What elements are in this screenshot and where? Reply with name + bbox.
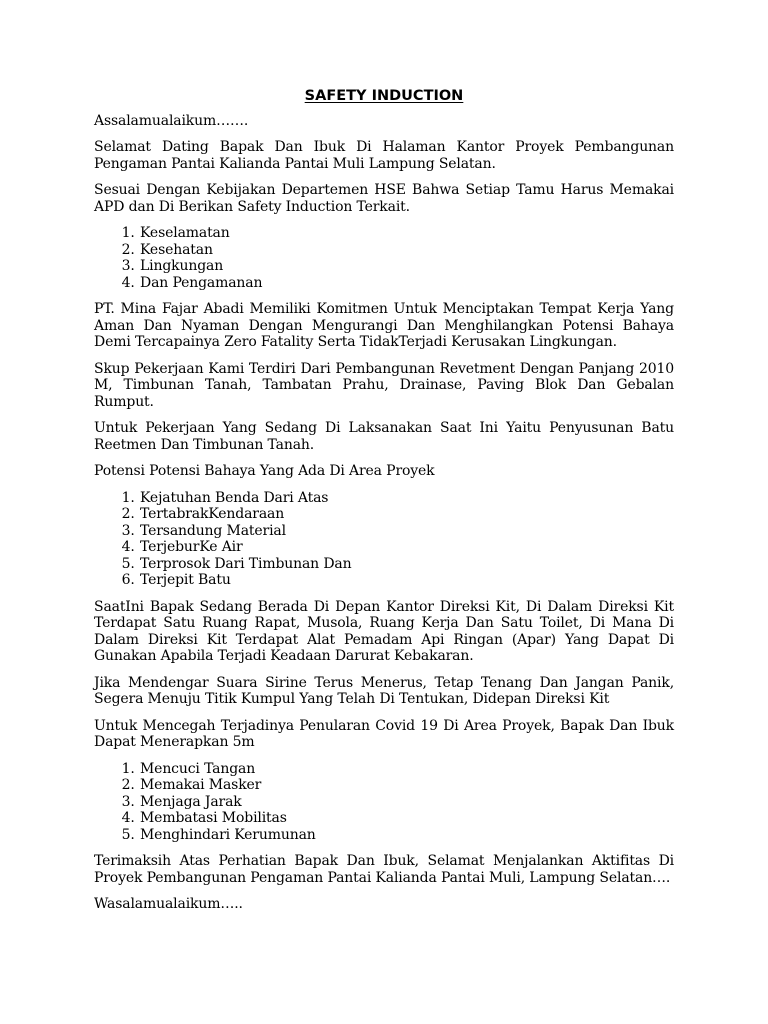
list-item: 5. Menghindari Kerumunan — [139, 827, 674, 844]
list-item: 1. Mencuci Tangan — [139, 761, 674, 778]
policy-paragraph: Sesuai Dengan Kebijakan Departemen HSE Bahwa Setiap Tamu Harus Memakai APD dan Di Berikan Safety Induction Terkait. — [94, 182, 674, 215]
closing: Wasalamualaikum….. — [94, 896, 243, 912]
commitment-paragraph: PT. Mina Fajar Abadi Memiliki Komitmen Untuk Menciptakan Tempat Kerja Yang Aman Dan Nyaman Dengan Mengurangi Dan Menghilangkan Potensi Bahaya Demi Tercapainya Zero Fatality Serta TidakTerjadi Kerusakan Lingkungan. — [94, 301, 674, 350]
current-work-paragraph: Untuk Pekerjaan Yang Sedang Di Laksanakan Saat Ini Yaitu Penyusunan Batu Reetmen Dan Timbunan Tanah. — [94, 420, 674, 453]
scope-paragraph: Skup Pekerjaan Kami Terdiri Dari Pembangunan Revetment Dengan Panjang 2010 M, Timbunan Tanah, Tambatan Prahu, Drainase, Paving Blok Dan Gebalan Rumput. — [94, 360, 674, 410]
siren-paragraph: Jika Mendengar Suara Sirine Terus Menerus, Tetap Tenang Dan Jangan Panik, Segera Menuju Titik Kumpul Yang Telah Di Tentukan, Didepan Direksi Kit — [94, 674, 674, 707]
hazards-intro: Potensi Potensi Bahaya Yang Ada Di Area Proyek — [94, 463, 435, 479]
list-item: 3. Lingkungan — [139, 258, 674, 275]
list-item: 2. TertabrakKendaraan — [139, 506, 674, 523]
covid-5m-list — [94, 761, 674, 844]
aspects-list — [94, 225, 674, 291]
list-item: 1. Kejatuhan Benda Dari Atas — [139, 490, 674, 507]
covid-paragraph: Untuk Mencegah Terjadinya Penularan Covid 19 Di Area Proyek, Bapak Dan Ibuk Dapat Menerapkan 5m — [94, 717, 674, 750]
document-page — [94, 82, 674, 923]
list-item: 3. Menjaga Jarak — [139, 794, 674, 811]
list-item: 1. Keselamatan — [139, 225, 674, 242]
welcome-paragraph: Selamat Dating Bapak Dan Ibuk Di Halaman Kantor Proyek Pembangunan Pengaman Pantai Kalianda Pantai Muli Lampung Selatan. — [94, 139, 674, 172]
greeting: Assalamualaikum……. — [94, 112, 249, 129]
list-item: 2. Kesehatan — [139, 242, 674, 259]
list-item: 6. Terjepit Batu — [139, 572, 674, 589]
list-item: 2. Memakai Masker — [139, 777, 674, 794]
list-item: 4. Dan Pengamanan — [139, 275, 674, 292]
document-title: SAFETY INDUCTION — [304, 88, 464, 104]
list-item: 4. Membatasi Mobilitas — [139, 810, 674, 827]
list-item: 4. TerjeburKe Air — [139, 539, 674, 556]
location-paragraph: SaatIni Bapak Sedang Berada Di Depan Kantor Direksi Kit, Di Dalam Direksi Kit Terdapat Satu Ruang Rapat, Musola, Ruang Kerja Dan Satu Toilet, Di Mana Di Dalam Direksi Kit Terdapat Alat Pemadam Api Ringan (Apar) Yang Dapat Di Gunakan Apabila Terjadi Keadaan Darurat Kebakaran. — [94, 598, 674, 664]
thanks-paragraph: Terimaksih Atas Perhatian Bapak Dan Ibuk, Selamat Menjalankan Aktifitas Di Proyek Pembangunan Pengaman Pantai Kalianda Pantai Muli, Lampung Selatan…. — [94, 853, 674, 886]
list-item: 3. Tersandung Material — [139, 523, 674, 540]
hazards-list — [94, 490, 674, 589]
list-item: 5. Terprosok Dari Timbunan Dan — [139, 556, 674, 573]
